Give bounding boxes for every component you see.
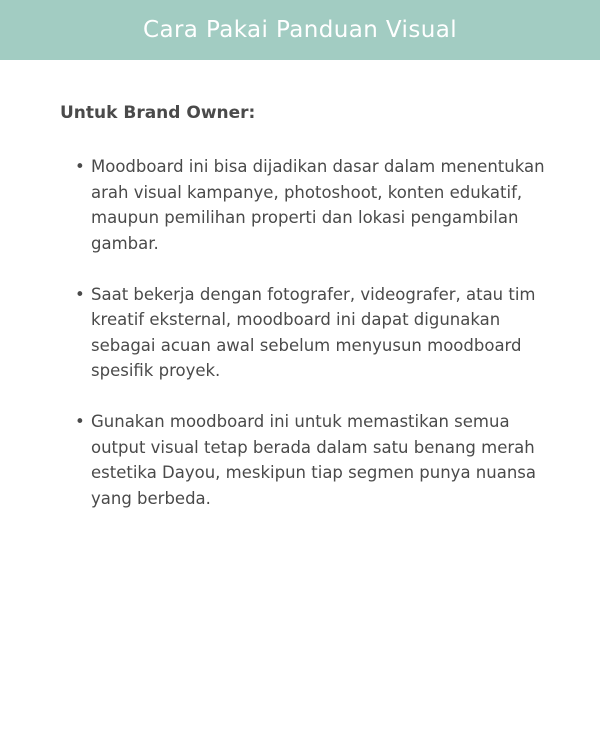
list-item xyxy=(75,282,545,384)
bullet-icon: • xyxy=(75,284,85,304)
list-item-text: Saat bekerja dengan fotografer, videografer, atau tim kreatif eksternal, moodboard ini dapat digunakan sebagai acuan awal sebelum menyusun moodboard spesifik proyek. xyxy=(91,284,536,380)
list-item-text: Gunakan moodboard ini untuk memastikan semua output visual tetap berada dalam satu benang merah estetika Dayou, meskipun tiap segmen punya nuansa yang berbeda. xyxy=(91,412,536,508)
bullet-icon: • xyxy=(75,412,85,431)
page-title: Cara Pakai Panduan Visual xyxy=(143,17,457,43)
bullet-icon: • xyxy=(75,157,85,176)
list-item-text: Moodboard ini bisa dijadikan dasar dalam menentukan arah visual kampanye, photoshoot, konten edukatif, maupun pemilihan properti dan lokasi pengambilan gambar. xyxy=(91,157,545,253)
list-item xyxy=(75,409,545,511)
header-bar xyxy=(0,0,600,60)
list-item xyxy=(75,154,545,256)
tips-list xyxy=(75,154,545,537)
section-heading: Untuk Brand Owner: xyxy=(60,103,256,123)
